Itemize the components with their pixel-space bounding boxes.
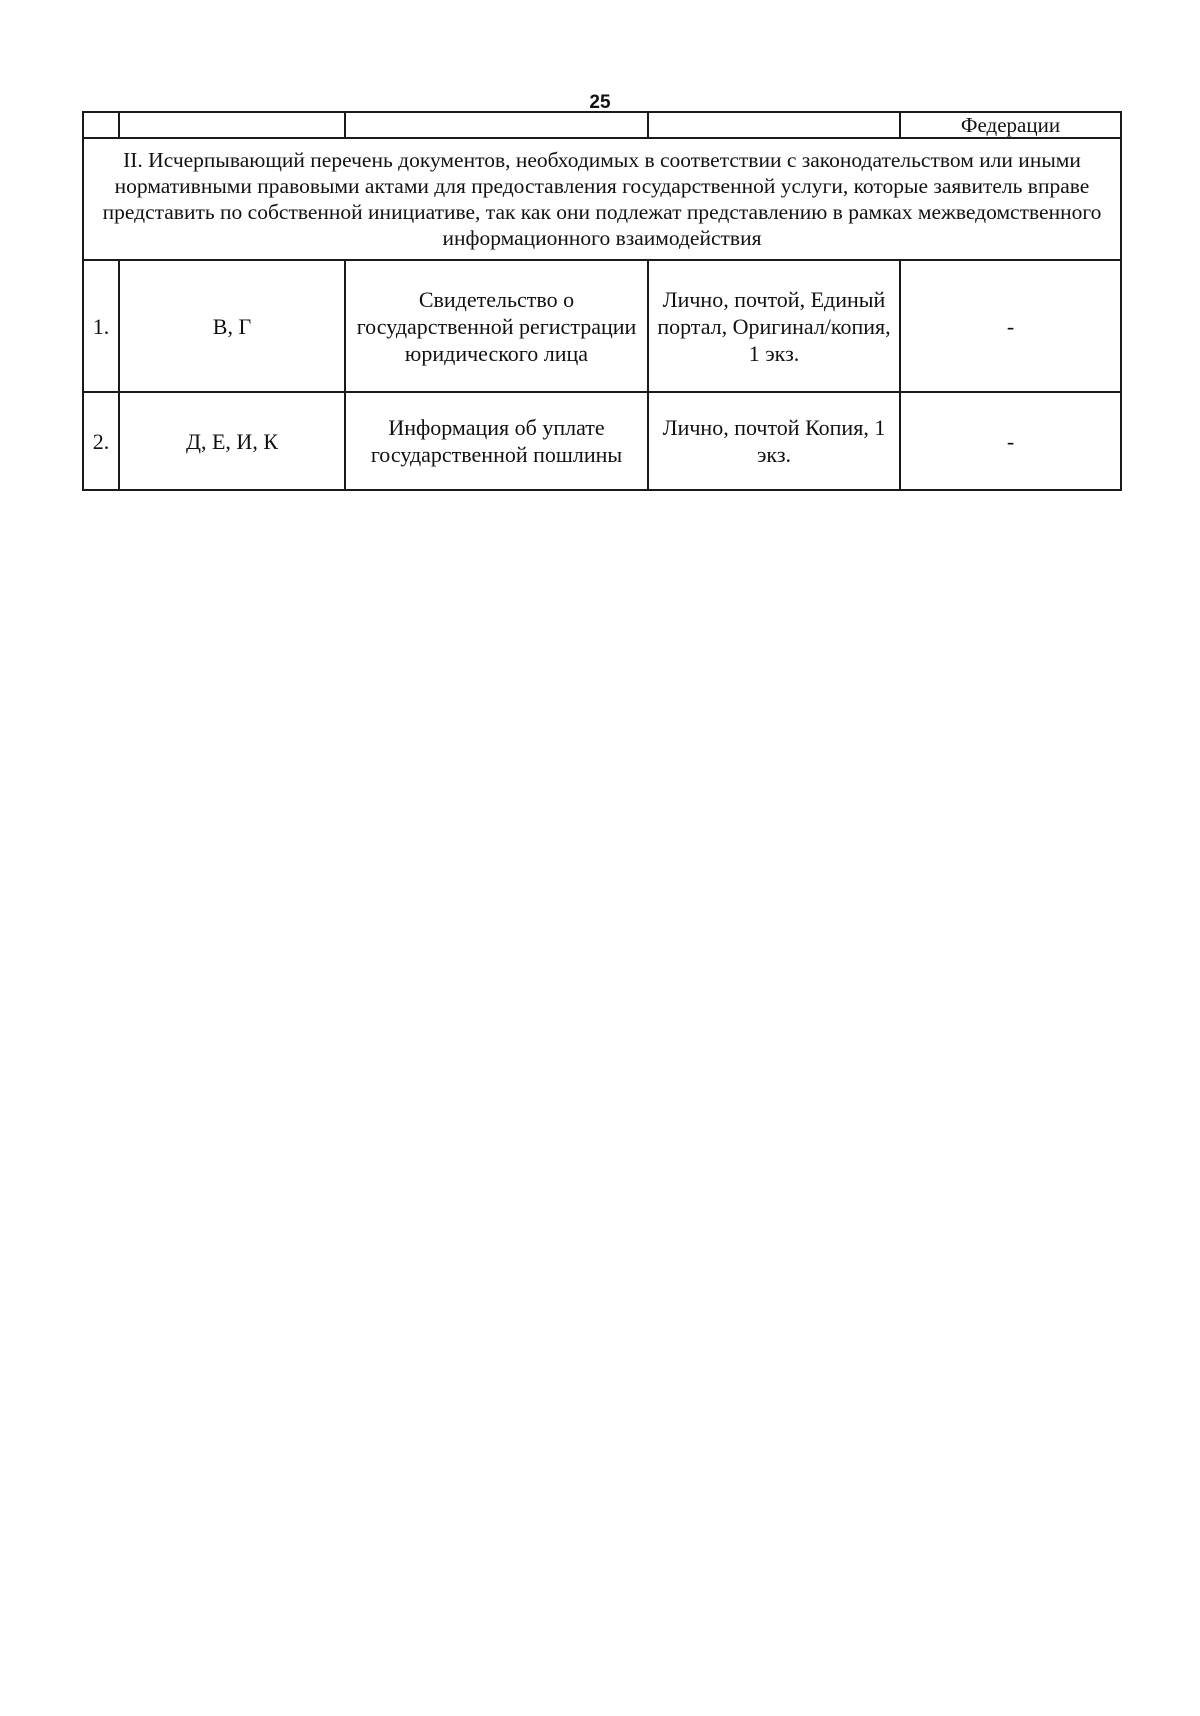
continuation-cell-categories xyxy=(119,112,345,138)
row-number: 2. xyxy=(83,392,119,490)
row-submission: Лично, почтой, Единый портал, Оригинал/копия, 1 экз. xyxy=(648,260,900,392)
row-submission: Лично, почтой Копия, 1 экз. xyxy=(648,392,900,490)
page-number: 25 xyxy=(589,92,611,113)
row-note: - xyxy=(900,260,1121,392)
row-document: Информация об уплате государственной пошлины xyxy=(345,392,648,490)
continuation-cell-note: Федерации xyxy=(900,112,1121,138)
section-heading: II. Исчерпывающий перечень документов, необходимых в соответствии с законодательством или иными нормативными правовыми актами для предоставления государственной услуги, которые заявитель вправе представить по собственной инициативе, так как они подлежат представлению в рамках межведомственного информационного взаимодействия xyxy=(83,138,1121,260)
documents-table xyxy=(82,111,1122,491)
continuation-cell-submission xyxy=(648,112,900,138)
section-heading-row xyxy=(83,138,1121,260)
table-row xyxy=(83,392,1121,490)
row-number: 1. xyxy=(83,260,119,392)
continuation-cell-document xyxy=(345,112,648,138)
continuation-row xyxy=(83,112,1121,138)
continuation-cell-num xyxy=(83,112,119,138)
row-note: - xyxy=(900,392,1121,490)
row-categories: Д, Е, И, К xyxy=(119,392,345,490)
row-document: Свидетельство о государственной регистрации юридического лица xyxy=(345,260,648,392)
table-row xyxy=(83,260,1121,392)
row-categories: В, Г xyxy=(119,260,345,392)
